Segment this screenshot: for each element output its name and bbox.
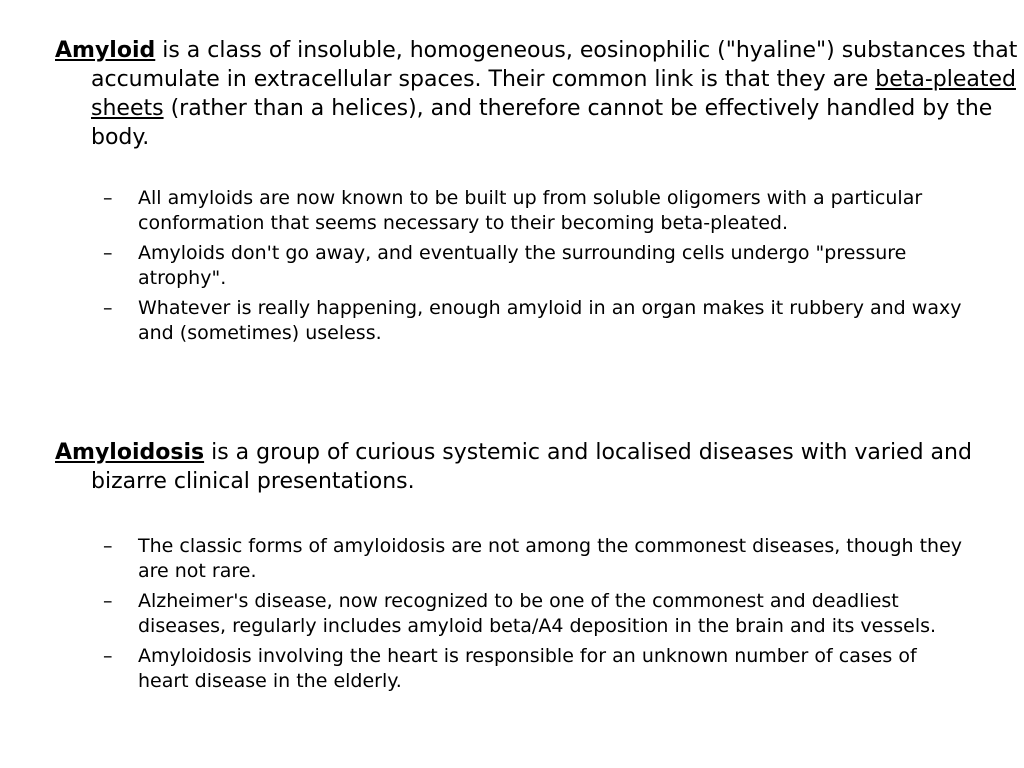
dash-bullet: – bbox=[103, 187, 113, 209]
amyloidosis-definition bbox=[55, 438, 1021, 496]
dash-bullet: – bbox=[103, 590, 113, 612]
dash-bullet: – bbox=[103, 297, 113, 319]
dash-bullet: – bbox=[103, 645, 113, 667]
amyloidosis-definition-text: is a group of curious systemic and localised diseases with varied and bizarre clinical presentations. bbox=[91, 440, 972, 494]
list-item-text: The classic forms of amyloidosis are not among the commonest diseases, though they are not rare. bbox=[138, 535, 963, 582]
amyloid-term: Amyloid bbox=[55, 38, 156, 63]
amyloidosis-term: Amyloidosis bbox=[55, 440, 205, 465]
list-item-text: Amyloids don't go away, and eventually the surrounding cells undergo "pressure atrophy". bbox=[138, 242, 907, 289]
amyloid-definition bbox=[55, 36, 1021, 152]
dash-bullet: – bbox=[103, 242, 113, 264]
amyloidosis-sub-list bbox=[103, 534, 973, 699]
list-item bbox=[103, 241, 973, 290]
list-item-text: Alzheimer's disease, now recognized to be one of the commonest and deadliest diseases, regularly includes amyloid beta/A4 deposition in the brain and its vessels. bbox=[138, 590, 937, 637]
list-item bbox=[103, 534, 973, 583]
list-item bbox=[103, 589, 973, 638]
dash-bullet: – bbox=[103, 535, 113, 557]
amyloid-sub-list bbox=[103, 186, 973, 351]
list-item-text: All amyloids are now known to be built up from soluble oligomers with a particular conformation that seems necessary to their becoming beta-pleated. bbox=[138, 187, 923, 234]
list-item bbox=[103, 296, 973, 345]
amyloid-definition-text-b: (rather than a helices), and therefore cannot be effectively handled by the body. bbox=[91, 96, 993, 150]
list-item bbox=[103, 644, 973, 693]
list-item bbox=[103, 186, 973, 235]
list-item-text: Amyloidosis involving the heart is responsible for an unknown number of cases of heart disease in the elderly. bbox=[138, 645, 917, 692]
amyloid-definition-text-a: is a class of insoluble, homogeneous, eosinophilic ("hyaline") substances that accumulate in extracellular spaces. Their common link is that they are bbox=[91, 38, 1018, 92]
beta-pleated-sheets-term: beta-pleated sheets bbox=[91, 67, 1016, 121]
list-item-text: Whatever is really happening, enough amyloid in an organ makes it rubbery and waxy and (sometimes) useless. bbox=[138, 297, 962, 344]
